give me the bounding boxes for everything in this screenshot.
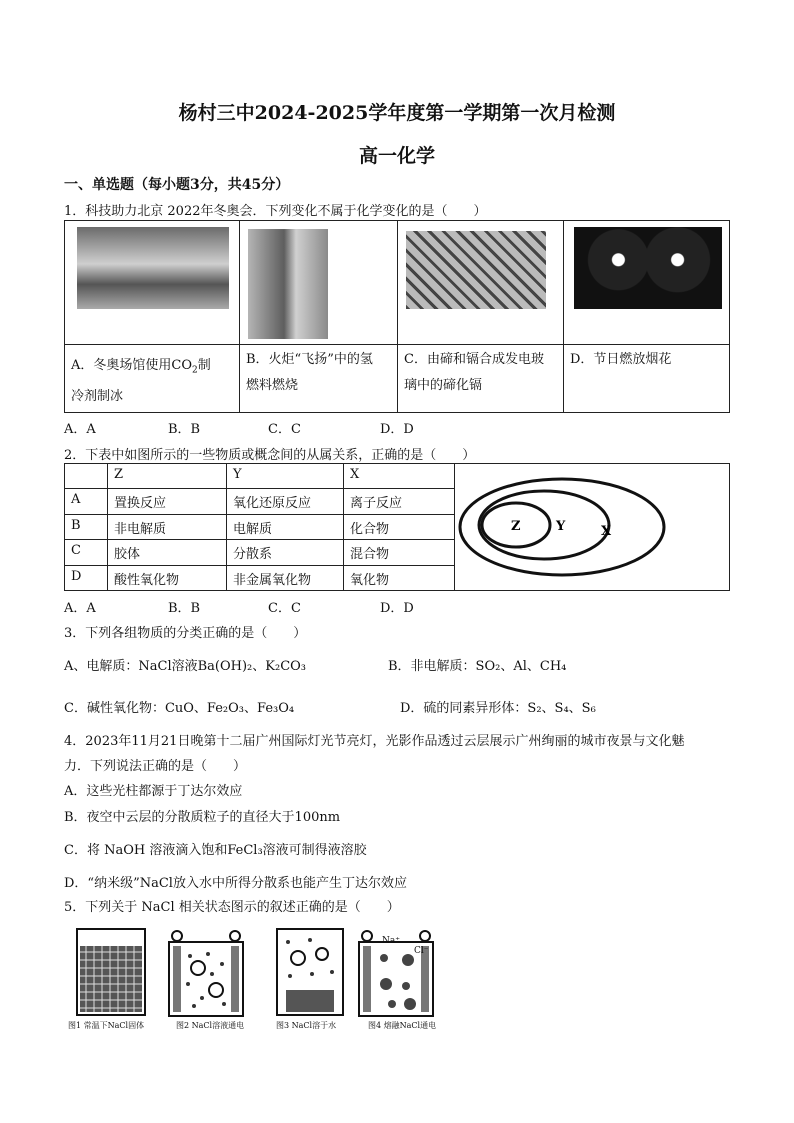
q2-header-empty — [65, 464, 108, 489]
q1-option-d[interactable]: D．D — [380, 422, 414, 437]
q2-row-a-key: A — [65, 489, 108, 514]
q2-option-a[interactable]: A．A — [64, 601, 96, 616]
fig2-nacl-solution-electrolysis — [168, 928, 244, 1018]
fig3-caption: 图3 NaCl溶于水 — [276, 1021, 337, 1030]
q2-row-d-z: 酸性氧化物 — [108, 565, 227, 590]
fig1-nacl-solid-lattice — [76, 928, 148, 1018]
q2-row-b-z: 非电解质 — [108, 514, 227, 539]
q2-row-a-x: 离子反应 — [344, 489, 455, 514]
q2-option-d[interactable]: D．D — [380, 601, 414, 616]
label-x: X — [601, 524, 612, 539]
q1-option-cell-c — [398, 345, 564, 413]
q3-option-b[interactable]: B．非电解质：SO₂、Al、CH₄ — [388, 659, 567, 674]
q1-image-cell-a — [65, 221, 240, 345]
q3-option-a[interactable]: A、电解质：NaCl溶液Ba(OH)₂、K₂CO₃ — [64, 659, 307, 674]
q1-option-cell-a — [65, 345, 240, 413]
q2-table — [64, 463, 730, 591]
q2-row-c-x: 混合物 — [344, 540, 455, 565]
q2-row-d-y: 非金属氧化物 — [227, 565, 344, 590]
venn-nesting-diagram — [455, 465, 725, 585]
q1-table — [64, 220, 730, 413]
q1-cell-c-text: C．由碲和镉合成发电玻 — [404, 352, 544, 367]
fireworks-photo — [574, 227, 722, 309]
q2-header-x: X — [344, 464, 455, 489]
q5-figures — [68, 928, 451, 1036]
q2-option-b[interactable]: B．B — [168, 601, 201, 616]
page-title: 杨村三中2024-2025学年度第一学期第一次月检测 — [178, 102, 616, 124]
fig4-ion-na: Na⁺ — [382, 936, 400, 946]
q1-cell-d-text: D．节日燃放烟花 — [570, 352, 672, 367]
label-z: Z — [511, 519, 521, 534]
q1-option-b[interactable]: B．B — [168, 422, 201, 437]
q1-cell-a-text: A．冬奥场馆使用$CO_2$制 — [71, 358, 211, 376]
q2-row-b-y: 电解质 — [227, 514, 344, 539]
q1-cell-a-line2: 冷剂制冰 — [71, 388, 124, 404]
q1-option-c[interactable]: C．C — [268, 422, 301, 437]
q3-stem: 3．下列各组物质的分类正确的是（ ） — [64, 626, 307, 641]
ellipse-y — [479, 491, 609, 559]
q4-stem-line2: 力．下列说法正确的是（ ） — [64, 759, 247, 774]
q4-option-b[interactable]: B．夜空中云层的分散质粒子的直径大于100nm — [64, 810, 341, 825]
q1-cell-b-line2: 燃料燃烧 — [246, 378, 299, 393]
q1-option-cell-b — [240, 345, 398, 413]
q1-cell-c-line2: 璃中的碲化镉 — [404, 378, 483, 393]
q2-option-c[interactable]: C．C — [268, 601, 301, 616]
q2-row-d-key: D — [65, 565, 108, 590]
q1-image-cell-d — [564, 221, 730, 345]
torch-photo — [248, 229, 328, 339]
q1-image-cell-c — [398, 221, 564, 345]
fig4-caption: 图4 熔融NaCl通电 — [368, 1021, 437, 1030]
q5-stem: 5．下列关于 NaCl 相关状态图示的叙述正确的是（ ） — [64, 900, 400, 915]
q2-row-c-key: C — [65, 540, 108, 565]
q4-stem-line1: 4．2023年11月21日晚第十二届广州国际灯光节亮灯，光影作品透过云层展示广州绚丽的城市夜景与文化魅 — [64, 734, 685, 749]
q1-options — [64, 418, 414, 437]
q3-option-c[interactable]: C．碱性氧化物：CuO、Fe₂O₃、Fe₃O₄ — [64, 701, 295, 716]
q2-diagram-cell — [455, 464, 730, 591]
q4-option-c[interactable]: C．将 NaOH 溶液滴入饱和FeCl₃溶液可制得液溶胶 — [64, 843, 367, 858]
q2-row-a-y: 氧化还原反应 — [227, 489, 344, 514]
q1-image-cell-b — [240, 221, 398, 345]
q2-row-b-x: 化合物 — [344, 514, 455, 539]
q2-stem: 2．下表中如图所示的一些物质或概念间的从属关系，正确的是（ ） — [64, 448, 476, 463]
q3-option-d[interactable]: D．硫的同素异形体：S₂、S₄、S₆ — [400, 701, 596, 716]
fig3-nacl-dissolving — [276, 928, 346, 1018]
q2-row-c-z: 胶体 — [108, 540, 227, 565]
q1-cell-b-text: B．火炬“飞扬”中的氢 — [246, 352, 373, 367]
label-y: Y — [556, 519, 566, 534]
q2-row-c-y: 分散系 — [227, 540, 344, 565]
fig1-caption: 图1 常温下NaCl固体 — [68, 1021, 145, 1030]
solar-glass-photo — [406, 231, 546, 309]
q2-row-d-x: 氧化物 — [344, 565, 455, 590]
stadium-ice-photo — [77, 227, 229, 309]
q1-option-cell-d — [564, 345, 730, 413]
q1-option-a[interactable]: A．A — [64, 422, 96, 437]
q2-row-a-z: 置换反应 — [108, 489, 227, 514]
q2-header-z: Z — [108, 464, 227, 489]
q2-row-b-key: B — [65, 514, 108, 539]
q4-option-d[interactable]: D．“纳米级”NaCl放入水中所得分散系也能产生丁达尔效应 — [64, 876, 407, 891]
section-heading: 一、单选题（每小题3分，共45分） — [64, 177, 290, 193]
q2-header-y: Y — [227, 464, 344, 489]
fig2-caption: 图2 NaCl溶液通电 — [176, 1021, 245, 1030]
fig4-ion-cl: Cl⁻ — [414, 946, 429, 956]
q2-options — [64, 597, 414, 616]
page-subtitle: 高一化学 — [358, 145, 435, 167]
q1-stem: 1．科技助力北京 2022年冬奥会．下列变化不属于化学变化的是（ ） — [64, 204, 487, 219]
q4-option-a[interactable]: A．这些光柱都源于丁达尔效应 — [64, 784, 243, 799]
